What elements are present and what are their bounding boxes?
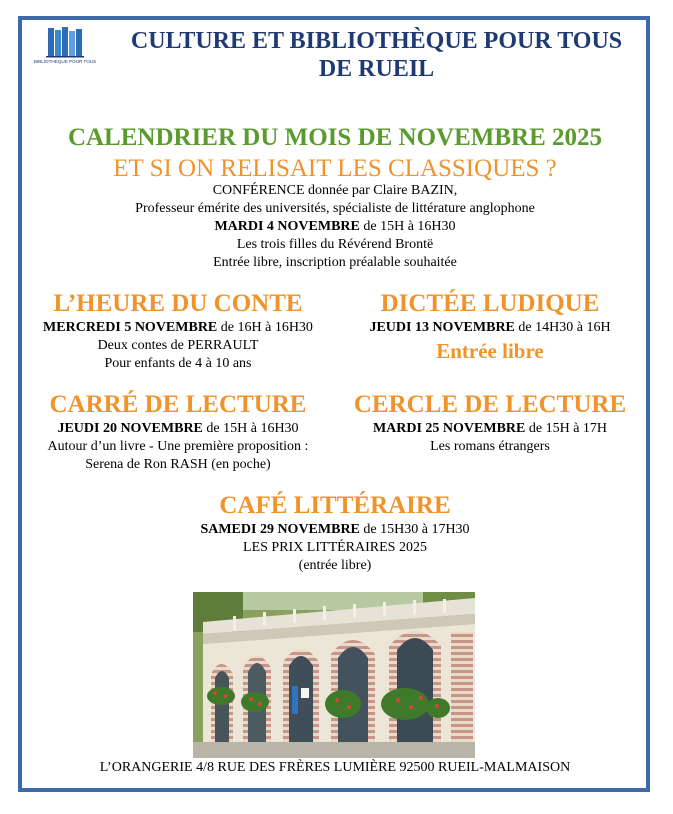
event-cercle-de-lecture bbox=[340, 390, 640, 456]
event-cafe-litteraire bbox=[30, 491, 640, 575]
event-title: CERCLE DE LECTURE bbox=[353, 391, 627, 418]
event-date: SAMEDI 29 NOVEMBRE bbox=[200, 522, 360, 537]
conference-time: de 15H à 16H30 bbox=[359, 219, 456, 234]
event-time: de 16H à 16H30 bbox=[217, 320, 313, 335]
event-title: L’HEURE DU CONTE bbox=[53, 290, 303, 317]
orangerie-photo bbox=[193, 592, 475, 758]
conference-speaker: CONFÉRENCE donnée par Claire BAZIN, bbox=[212, 183, 458, 198]
event-time: de 15H à 16H30 bbox=[202, 421, 299, 436]
event-carre-de-lecture bbox=[24, 390, 332, 474]
event-date: JEUDI 13 NOVEMBRE bbox=[369, 320, 515, 335]
event-heure-du-conte bbox=[24, 289, 332, 373]
conference-topic: Les trois filles du Révérend Brontë bbox=[236, 237, 434, 252]
conference-datetime bbox=[30, 218, 640, 236]
event-line: LES PRIX LITTÉRAIRES 2025 bbox=[243, 540, 427, 555]
event-time: de 15H à 17H bbox=[525, 421, 608, 436]
event-date: MARDI 25 NOVEMBRE bbox=[372, 421, 526, 436]
event-date: MERCREDI 5 NOVEMBRE bbox=[43, 320, 218, 335]
event-datetime bbox=[340, 319, 640, 337]
conference-speaker-title: Professeur émérite des universités, spécialiste de littérature anglophone bbox=[135, 201, 535, 216]
venue-address: L’ORANGERIE 4/8 RUE DES FRÈRES LUMIÈRE 92500 RUEIL-MALMAISON bbox=[99, 760, 571, 775]
event-line: Pour enfants de 4 à 10 ans bbox=[104, 356, 252, 371]
conference-date: MARDI 4 NOVEMBRE bbox=[214, 219, 360, 234]
event-line: Autour d’un livre - Une première proposition : bbox=[47, 439, 309, 454]
calendar-title: CALENDRIER DU MOIS DE NOVEMBRE 2025 bbox=[67, 124, 603, 151]
event-line: Serena de Ron RASH (en poche) bbox=[85, 457, 271, 472]
event-line: Les romans étrangers bbox=[430, 439, 550, 454]
event-datetime bbox=[24, 319, 332, 337]
event-datetime bbox=[30, 521, 640, 539]
conference-details bbox=[30, 182, 640, 272]
conference-access: Entrée libre, inscription préalable souhaitée bbox=[213, 255, 457, 270]
event-date: JEUDI 20 NOVEMBRE bbox=[57, 421, 203, 436]
event-datetime bbox=[24, 420, 332, 438]
event-time: de 15H30 à 17H30 bbox=[359, 522, 470, 537]
conference-title: ET SI ON RELISAIT LES CLASSIQUES ? bbox=[113, 155, 557, 182]
org-title-line1: CULTURE ET BIBLIOTHÈQUE POUR TOUS bbox=[130, 28, 623, 54]
library-logo bbox=[34, 26, 96, 66]
event-line: (entrée libre) bbox=[298, 558, 372, 573]
book-spines-icon bbox=[46, 27, 84, 58]
event-datetime bbox=[340, 420, 640, 438]
event-line: Deux contes de PERRAULT bbox=[97, 338, 259, 353]
event-access: Entrée libre bbox=[436, 339, 544, 363]
event-time: de 14H30 à 16H bbox=[514, 320, 611, 335]
event-title: CAFÉ LITTÉRAIRE bbox=[219, 492, 451, 519]
event-title: DICTÉE LUDIQUE bbox=[380, 290, 600, 317]
event-title: CARRÉ DE LECTURE bbox=[49, 391, 307, 418]
org-title-line2: DE RUEIL bbox=[318, 56, 435, 82]
logo-caption: BIBLIOTHÈQUE POUR TOUS bbox=[34, 59, 96, 64]
organization-title bbox=[110, 27, 643, 83]
event-dictee-ludique bbox=[340, 289, 640, 365]
